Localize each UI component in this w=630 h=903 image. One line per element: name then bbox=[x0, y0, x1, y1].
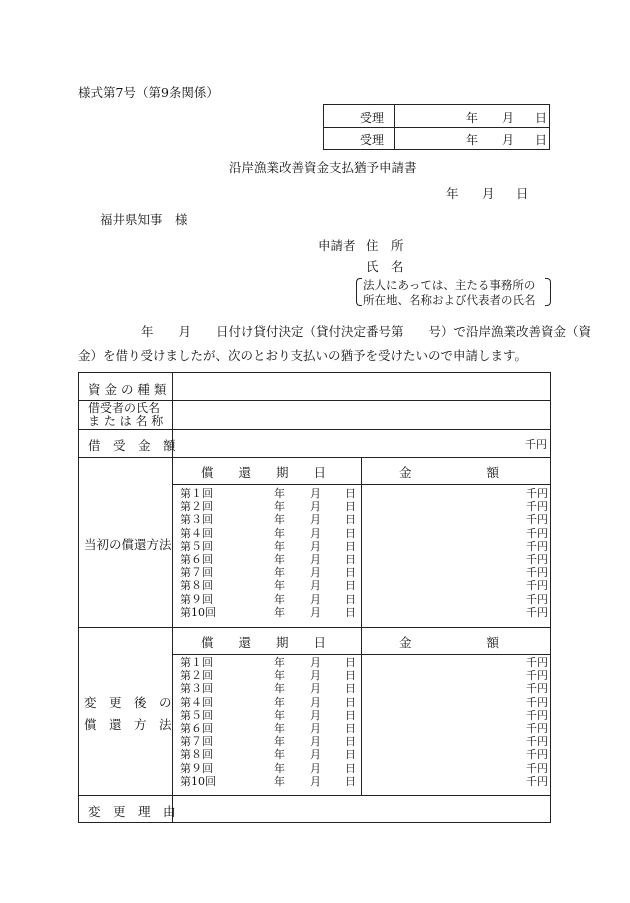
row-line bbox=[79, 457, 550, 458]
row-line bbox=[79, 795, 550, 796]
installment-day: 日 bbox=[345, 526, 356, 540]
installment-label: 第８回 bbox=[180, 748, 213, 762]
applicant-address-label: 住 所 bbox=[366, 238, 404, 253]
installment-label: 第９回 bbox=[180, 592, 213, 606]
installment-year: 年 bbox=[274, 735, 285, 749]
installment-year: 年 bbox=[274, 526, 285, 540]
installment-month: 月 bbox=[310, 761, 321, 775]
installment-month: 月 bbox=[310, 735, 321, 749]
installment-month: 月 bbox=[310, 526, 321, 540]
applicant-label: 申請者 bbox=[318, 238, 356, 253]
installment-row bbox=[180, 722, 550, 735]
loan-amount-unit: 千円 bbox=[525, 438, 547, 451]
receipt-row-2 bbox=[324, 127, 549, 149]
installment-amount-unit: 千円 bbox=[526, 500, 548, 514]
installment-amount-unit: 千円 bbox=[526, 539, 548, 553]
installment-label: 第８回 bbox=[180, 579, 213, 593]
installment-label: 第４回 bbox=[180, 526, 213, 540]
installment-amount-unit: 千円 bbox=[526, 682, 548, 696]
installment-amount-unit: 千円 bbox=[526, 721, 548, 735]
installment-row bbox=[180, 500, 550, 513]
installment-label: 第10回 bbox=[180, 605, 216, 619]
installment-year: 年 bbox=[274, 708, 285, 722]
original-schedule bbox=[180, 487, 550, 619]
installment-day: 日 bbox=[345, 735, 356, 749]
installment-day: 日 bbox=[345, 708, 356, 722]
change-reason-label: 変 更 理 由 bbox=[88, 804, 176, 819]
installment-label: 第３回 bbox=[180, 682, 213, 696]
installment-label: 第７回 bbox=[180, 566, 213, 580]
installment-month: 月 bbox=[310, 552, 321, 566]
col-period-header: 償 還 期 日 bbox=[201, 635, 327, 650]
addressee: 福井県知事 様 bbox=[100, 212, 188, 227]
installment-amount-unit: 千円 bbox=[526, 735, 548, 749]
installment-row bbox=[180, 553, 550, 566]
installment-year: 年 bbox=[274, 552, 285, 566]
document-title: 沿岸漁業改善資金支払猶予申請書 bbox=[229, 160, 417, 175]
installment-day: 日 bbox=[345, 500, 356, 514]
installment-label: 第９回 bbox=[180, 761, 213, 775]
installment-row bbox=[180, 566, 550, 579]
installment-year: 年 bbox=[274, 487, 285, 500]
installment-amount-unit: 千円 bbox=[526, 708, 548, 722]
installment-month: 月 bbox=[310, 566, 321, 580]
installment-row bbox=[180, 656, 550, 669]
body-text-line-2: 金）を借り受けましたが、次のとおり支払いの猶予を受けたいので申請します。 bbox=[78, 348, 528, 363]
receipt-month: 月 bbox=[502, 111, 515, 125]
installment-label: 第２回 bbox=[180, 500, 213, 514]
bracket-left bbox=[356, 278, 362, 306]
installment-amount-unit: 千円 bbox=[526, 552, 548, 566]
receipt-month: 月 bbox=[502, 133, 515, 147]
receipt-year: 年 bbox=[466, 111, 479, 125]
installment-year: 年 bbox=[274, 669, 285, 683]
installment-day: 日 bbox=[345, 774, 356, 788]
receipt-year: 年 bbox=[466, 133, 479, 147]
col-amount-header: 金 額 bbox=[399, 465, 500, 480]
installment-amount-unit: 千円 bbox=[526, 748, 548, 762]
installment-label: 第１回 bbox=[180, 656, 213, 669]
installment-year: 年 bbox=[274, 695, 285, 709]
receipt-row-1 bbox=[324, 105, 549, 128]
installment-day: 日 bbox=[345, 539, 356, 553]
installment-month: 月 bbox=[310, 487, 321, 500]
body-text-line-1: 年 月 日付け貸付決定（貸付決定番号第 号）で沿岸漁業改善資金（資 bbox=[141, 324, 592, 339]
date-day: 日 bbox=[516, 186, 529, 201]
installment-label: 第１回 bbox=[180, 487, 213, 500]
changed-repayment-label-1: 変 更 後 の bbox=[84, 695, 172, 710]
installment-amount-unit: 千円 bbox=[526, 656, 548, 669]
installment-year: 年 bbox=[274, 605, 285, 619]
installment-year: 年 bbox=[274, 656, 285, 669]
installment-day: 日 bbox=[345, 748, 356, 762]
installment-day: 日 bbox=[345, 605, 356, 619]
borrower-label-1: 借受者の氏名 bbox=[88, 401, 161, 415]
installment-day: 日 bbox=[345, 592, 356, 606]
installment-day: 日 bbox=[345, 579, 356, 593]
installment-year: 年 bbox=[274, 539, 285, 553]
installment-label: 第５回 bbox=[180, 708, 213, 722]
installment-row bbox=[180, 540, 550, 553]
installment-month: 月 bbox=[310, 539, 321, 553]
installment-month: 月 bbox=[310, 748, 321, 762]
original-repayment-label: 当初の償還方法 bbox=[84, 537, 172, 552]
installment-label: 第４回 bbox=[180, 695, 213, 709]
installment-row bbox=[180, 527, 550, 540]
installment-year: 年 bbox=[274, 592, 285, 606]
installment-year: 年 bbox=[274, 579, 285, 593]
loan-amount-label: 借 受 金 額 bbox=[88, 438, 176, 453]
installment-day: 日 bbox=[345, 513, 356, 527]
installment-month: 月 bbox=[310, 721, 321, 735]
fund-type-label: 資 金 の 種 類 bbox=[88, 382, 167, 397]
borrower-label-2: ま た は 名 称 bbox=[88, 414, 164, 428]
installment-row bbox=[180, 748, 550, 761]
installment-amount-unit: 千円 bbox=[526, 487, 548, 500]
installment-day: 日 bbox=[345, 552, 356, 566]
installment-year: 年 bbox=[274, 774, 285, 788]
receipt-label: 受理 bbox=[360, 111, 385, 125]
installment-amount-unit: 千円 bbox=[526, 513, 548, 527]
row-line bbox=[79, 429, 550, 430]
installment-year: 年 bbox=[274, 761, 285, 775]
installment-row bbox=[180, 487, 550, 500]
installment-amount-unit: 千円 bbox=[526, 695, 548, 709]
installment-amount-unit: 千円 bbox=[526, 526, 548, 540]
installment-day: 日 bbox=[345, 656, 356, 669]
installment-month: 月 bbox=[310, 605, 321, 619]
installment-day: 日 bbox=[345, 682, 356, 696]
installment-month: 月 bbox=[310, 695, 321, 709]
installment-row bbox=[180, 762, 550, 775]
row-line bbox=[79, 627, 550, 628]
installment-year: 年 bbox=[274, 513, 285, 527]
receipt-box bbox=[323, 104, 550, 150]
installment-year: 年 bbox=[274, 566, 285, 580]
installment-row bbox=[180, 735, 550, 748]
receipt-day: 日 bbox=[535, 111, 548, 125]
changed-repayment-label-2: 償 還 方 法 bbox=[84, 717, 172, 732]
installment-amount-unit: 千円 bbox=[526, 669, 548, 683]
installment-row bbox=[180, 513, 550, 526]
applicant-note-1: 法人にあっては、主たる事務所の bbox=[363, 278, 536, 292]
installment-year: 年 bbox=[274, 500, 285, 514]
installment-label: 第７回 bbox=[180, 735, 213, 749]
installment-row bbox=[180, 669, 550, 682]
installment-year: 年 bbox=[274, 682, 285, 696]
installment-amount-unit: 千円 bbox=[526, 761, 548, 775]
installment-month: 月 bbox=[310, 669, 321, 683]
installment-row bbox=[180, 682, 550, 695]
applicant-note-2: 所在地、名称および代表者の氏名 bbox=[363, 293, 536, 307]
application-table bbox=[78, 372, 551, 823]
date-month: 月 bbox=[482, 186, 495, 201]
col-amount-header: 金 額 bbox=[399, 635, 500, 650]
installment-day: 日 bbox=[345, 566, 356, 580]
installment-amount-unit: 千円 bbox=[526, 579, 548, 593]
installment-label: 第６回 bbox=[180, 552, 213, 566]
date-year: 年 bbox=[446, 186, 459, 201]
installment-month: 月 bbox=[310, 592, 321, 606]
installment-row bbox=[180, 593, 550, 606]
installment-month: 月 bbox=[310, 656, 321, 669]
installment-amount-unit: 千円 bbox=[526, 774, 548, 788]
installment-row bbox=[180, 709, 550, 722]
form-number: 様式第7号（第9条関係） bbox=[78, 85, 219, 100]
installment-amount-unit: 千円 bbox=[526, 605, 548, 619]
installment-month: 月 bbox=[310, 513, 321, 527]
installment-row bbox=[180, 775, 550, 788]
bracket-right bbox=[545, 278, 551, 306]
installment-year: 年 bbox=[274, 748, 285, 762]
installment-label: 第５回 bbox=[180, 539, 213, 553]
installment-day: 日 bbox=[345, 761, 356, 775]
installment-day: 日 bbox=[345, 487, 356, 500]
installment-label: 第３回 bbox=[180, 513, 213, 527]
installment-label: 第10回 bbox=[180, 774, 216, 788]
applicant-name-label: 氏 名 bbox=[366, 259, 404, 274]
col-period-header: 償 還 期 日 bbox=[201, 465, 327, 480]
installment-year: 年 bbox=[274, 721, 285, 735]
installment-month: 月 bbox=[310, 682, 321, 696]
installment-month: 月 bbox=[310, 774, 321, 788]
installment-month: 月 bbox=[310, 708, 321, 722]
installment-day: 日 bbox=[345, 721, 356, 735]
installment-row bbox=[180, 696, 550, 709]
receipt-label: 受理 bbox=[360, 133, 385, 147]
installment-row bbox=[180, 579, 550, 592]
installment-month: 月 bbox=[310, 579, 321, 593]
installment-day: 日 bbox=[345, 669, 356, 683]
installment-amount-unit: 千円 bbox=[526, 592, 548, 606]
changed-schedule bbox=[180, 656, 550, 788]
installment-label: 第６回 bbox=[180, 721, 213, 735]
installment-month: 月 bbox=[310, 500, 321, 514]
installment-amount-unit: 千円 bbox=[526, 566, 548, 580]
installment-day: 日 bbox=[345, 695, 356, 709]
installment-label: 第２回 bbox=[180, 669, 213, 683]
installment-row bbox=[180, 606, 550, 619]
receipt-day: 日 bbox=[535, 133, 548, 147]
